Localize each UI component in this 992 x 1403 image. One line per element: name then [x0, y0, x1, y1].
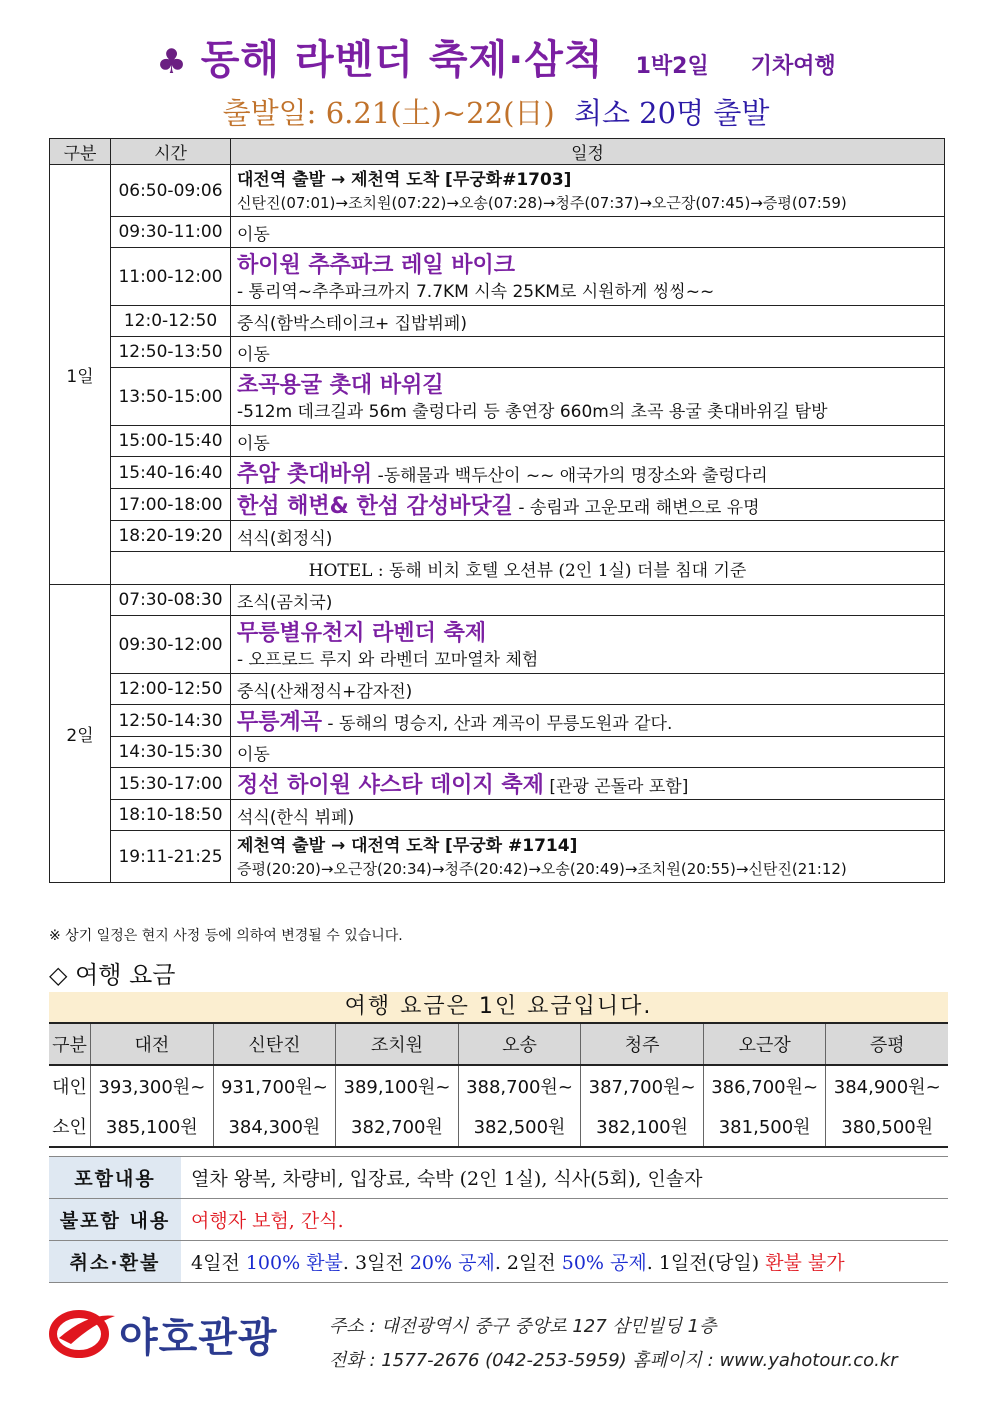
excluded-row: [49, 1199, 948, 1241]
hotel-info: HOTEL : 동해 비치 호텔 오션뷰 (2인 1실) 더블 침대 기준: [111, 552, 945, 585]
schedule-activity: [231, 705, 945, 737]
schedule-activity: [231, 768, 945, 800]
activity-title: 제천역 출발 → 대전역 도착 [무궁화 #1714]: [237, 836, 578, 856]
schedule-activity: 석식(회정식): [231, 521, 945, 552]
fee-cell: 소인: [49, 1106, 91, 1147]
fee-cell: 387,700원~: [581, 1065, 704, 1106]
footer: [49, 1302, 948, 1378]
schedule-time: 07:30-08:30: [111, 585, 231, 616]
activity-title: 초곡용굴 촛대 바위길: [237, 373, 444, 398]
schedule-row: [50, 489, 945, 521]
activity-title: 정선 하이원 샤스타 데이지 축제: [237, 773, 544, 798]
fee-banner: 여행 요금은 1인 요금입니다.: [49, 992, 948, 1022]
schedule-row: [50, 800, 945, 831]
cancel-row: [49, 1241, 948, 1283]
activity-title: 한섬 해변& 한섬 감성바닷길: [237, 494, 513, 519]
schedule-time: 12:0-12:50: [111, 306, 231, 337]
schedule-activity: 중식(산채정식+감자전): [231, 674, 945, 705]
cancel-part: 100% 환불: [245, 1252, 343, 1274]
excluded-label: 불포함 내용: [49, 1199, 181, 1241]
fee-cell: 382,700원: [336, 1106, 459, 1147]
title-row: [0, 28, 992, 85]
page-title: 동해 라벤더 축제·삼척: [200, 37, 604, 83]
schedule-activity: [231, 489, 945, 521]
fee-header-cell: 신탄진: [213, 1023, 336, 1065]
schedule-header-row: [50, 139, 945, 165]
fee-cell: 대인: [52, 1077, 87, 1098]
fee-cell: 384,300원: [213, 1106, 336, 1147]
header-time: 시간: [111, 139, 231, 165]
schedule-time: 15:30-17:00: [111, 768, 231, 800]
cancel-part: 50% 공제: [561, 1252, 647, 1274]
schedule-activity: 이동: [231, 737, 945, 768]
company-address: 주소 : 대전광역시 중구 중앙로 127 삼민빌딩 1층: [329, 1316, 717, 1337]
schedule-row: [50, 457, 945, 489]
schedule-activity: 석식(한식 뷔페): [231, 800, 945, 831]
schedule-time: 11:00-12:00: [111, 248, 231, 306]
notice-text: ※ 상기 일정은 현지 사정 등에 의하여 변경될 수 있습니다.: [49, 928, 403, 944]
departure-label: 출발일:: [222, 96, 317, 130]
fee-cell: 385,100원: [91, 1106, 214, 1147]
fee-cell: 381,500원: [703, 1106, 826, 1147]
activity-title: 대전역 출발 → 제천역 도착 [무궁화#1703]: [237, 170, 572, 190]
fee-header-cell: 증평: [826, 1023, 948, 1065]
schedule-row: [50, 737, 945, 768]
fee-table: [49, 1022, 948, 1148]
schedule-activity: [231, 248, 945, 306]
schedule-row: [50, 705, 945, 737]
fee-cell: 382,500원: [458, 1106, 581, 1147]
schedule-time: 19:11-21:25: [111, 831, 231, 883]
activity-detail: - 오프로드 루지 와 라벤더 꼬마열차 체험: [237, 650, 539, 670]
schedule-row: [50, 768, 945, 800]
cancel-part: . 1일전(당일): [646, 1252, 766, 1274]
company-contact: 전화 : 1577-2676 (042-253-5959) 홈페이지 : www.yahotour.co.kr: [329, 1350, 898, 1371]
cancel-part: . 2일전: [494, 1252, 562, 1274]
schedule-activity: [231, 368, 945, 426]
schedule-time: 12:50-14:30: [111, 705, 231, 737]
included-value: 열차 왕복, 차량비, 입장료, 숙박 (2인 1실), 식사(5회), 인솔자: [181, 1157, 948, 1199]
schedule-time: 18:10-18:50: [111, 800, 231, 831]
schedule-row: [50, 426, 945, 457]
fee-header-row: [49, 1023, 948, 1065]
day-label: 2일: [50, 585, 111, 883]
hotel-row: [50, 552, 945, 585]
fee-cell: 393,300원~: [91, 1065, 214, 1106]
day-label: 1일: [50, 165, 111, 585]
activity-description: - 송림과 고운모래 해변으로 유명: [512, 498, 760, 518]
schedule-time: 14:30-15:30: [111, 737, 231, 768]
fee-header-cell: 오송: [458, 1023, 581, 1065]
schedule-time: 06:50-09:06: [111, 165, 231, 217]
activity-detail: - 통리역~추추파크까지 7.7KM 시속 25KM로 시원하게 씽씽~~: [237, 282, 715, 302]
cancel-part: . 3일전: [342, 1252, 410, 1274]
company-logo: [49, 1302, 329, 1362]
activity-title: 무릉계곡: [237, 710, 323, 735]
minimum-people: 최소 20명 출발: [573, 96, 770, 130]
fee-cell: 389,100원~: [336, 1065, 459, 1106]
schedule-row: [50, 217, 945, 248]
activity-detail: 신탄진(07:01)→조치원(07:22)→오송(07:28)→청주(07:37)→오근장(07:45)→증평(07:59): [237, 194, 847, 212]
schedule-time: 15:40-16:40: [111, 457, 231, 489]
logo-swoosh-icon: [49, 1302, 119, 1360]
schedule-time: 18:20-19:20: [111, 521, 231, 552]
schedule-row: [50, 831, 945, 883]
fee-header-cell: 대전: [91, 1023, 214, 1065]
trip-length: 1박2일: [635, 54, 709, 79]
included-label: 포함내용: [49, 1157, 181, 1199]
schedule-table: [49, 138, 945, 883]
fee-cell: 931,700원~: [213, 1065, 336, 1106]
fee-cell: 386,700원~: [703, 1065, 826, 1106]
fee-cell: 384,900원~: [826, 1065, 948, 1106]
cancel-label: 취소·환불: [49, 1241, 181, 1283]
schedule-row: [50, 674, 945, 705]
excluded-value: 여행자 보험, 간식.: [181, 1199, 948, 1241]
schedule-row: [50, 616, 945, 674]
activity-title: 무릉별유천지 라벤더 축제: [237, 621, 487, 646]
schedule-activity: [231, 831, 945, 883]
schedule-time: 09:30-12:00: [111, 616, 231, 674]
cancel-part: 4일전: [191, 1252, 246, 1274]
schedule-time: 15:00-15:40: [111, 426, 231, 457]
schedule-time: 13:50-15:00: [111, 368, 231, 426]
schedule-row: [50, 521, 945, 552]
header-itinerary: 일정: [231, 139, 945, 165]
activity-description: -동해물과 백두산이 ~~ 애국가의 명장소와 출렁다리: [372, 466, 768, 486]
departure-row: [0, 91, 992, 132]
departure-date: 6.21(土)~22(日): [325, 96, 555, 130]
schedule-activity: [231, 616, 945, 674]
fee-header-cell: 청주: [581, 1023, 704, 1065]
activity-title: 하이원 추추파크 레일 바이크: [237, 253, 516, 278]
schedule-activity: 이동: [231, 426, 945, 457]
cancel-part: 20% 공제: [409, 1252, 495, 1274]
schedule-time: 12:00-12:50: [111, 674, 231, 705]
fee-section-title: ◇ 여행 요금: [49, 961, 176, 989]
activity-description: [관광 곤돌라 포함]: [543, 777, 689, 797]
schedule-activity: [231, 457, 945, 489]
schedule-activity: [231, 165, 945, 217]
trip-kind: 기차여행: [750, 54, 836, 79]
cancel-value: [181, 1241, 948, 1283]
activity-detail: -512m 데크길과 56m 출렁다리 등 총연장 660m의 초곡 용굴 촛대바위길 탐방: [237, 402, 828, 422]
fee-row-child: [49, 1106, 948, 1147]
activity-description: - 동해의 명승지, 산과 계곡이 무릉도원과 같다.: [322, 714, 673, 734]
schedule-row: [50, 368, 945, 426]
fee-row-adult: [49, 1065, 948, 1106]
schedule-activity: 조식(곰치국): [231, 585, 945, 616]
fee-cell: 380,500원: [826, 1106, 948, 1147]
header-category: 구분: [50, 139, 111, 165]
schedule-row: [50, 165, 945, 217]
info-table: [49, 1156, 948, 1283]
activity-detail: 증평(20:20)→오근장(20:34)→청주(20:42)→오송(20:49)→조치원(20:55)→신탄진(21:12): [237, 860, 847, 878]
schedule-activity: 이동: [231, 337, 945, 368]
schedule-row: [50, 306, 945, 337]
fee-cell: 388,700원~: [458, 1065, 581, 1106]
club-icon: ♣: [156, 42, 187, 82]
schedule-activity: 이동: [231, 217, 945, 248]
header: [0, 28, 992, 132]
schedule-row: [50, 248, 945, 306]
schedule-time: 09:30-11:00: [111, 217, 231, 248]
cancel-part: 환불 불가: [765, 1252, 845, 1274]
fee-header-cell: 구분: [49, 1023, 91, 1065]
included-row: [49, 1157, 948, 1199]
activity-title: 추암 촛대바위: [237, 462, 373, 487]
schedule-time: 17:00-18:00: [111, 489, 231, 521]
fee-header-cell: 오근장: [703, 1023, 826, 1065]
schedule-activity: 중식(함박스테이크+ 집밥뷔페): [231, 306, 945, 337]
schedule-row: [50, 337, 945, 368]
fee-cell: 382,100원: [581, 1106, 704, 1147]
schedule-time: 12:50-13:50: [111, 337, 231, 368]
company-name: 야호관광: [119, 1315, 278, 1361]
schedule-row: [50, 585, 945, 616]
fee-header-cell: 조치원: [336, 1023, 459, 1065]
